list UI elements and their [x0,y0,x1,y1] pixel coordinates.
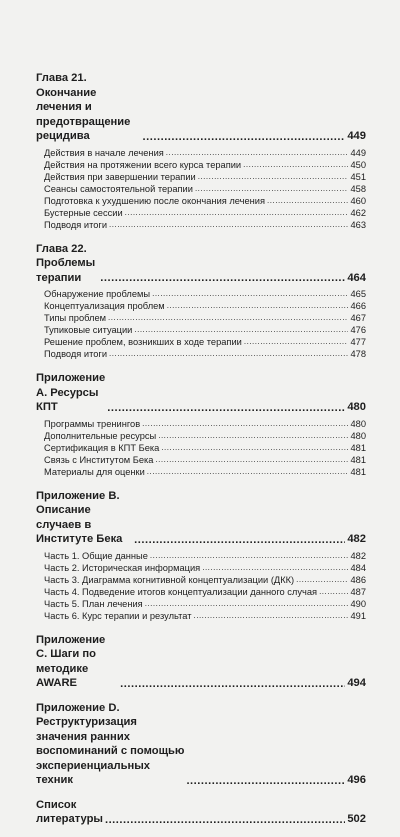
toc-chapter [36,242,366,362]
entry-page-number: 460 [350,195,366,206]
chapter-title: Приложение D. Реструктуризация значения ранних воспоминаний с помощью экспериенциальных техник [36,701,185,786]
dot-leader [166,148,349,158]
entry-page-number: 480 [350,418,366,429]
toc-entry [44,313,366,325]
toc-entry [44,172,366,184]
entry-title: Часть 5. План лечения [44,598,143,609]
chapter-title: Приложение С. Шаги по методике AWARE [36,633,106,689]
chapter-heading [36,71,366,144]
entry-page-number: 478 [350,349,366,360]
entry-page-number: 481 [350,466,366,477]
entry-title: Бустерные сессии [44,207,123,218]
entry-page-number: 481 [350,442,366,453]
chapter-title: Список литературы [36,798,103,825]
entry-title: Подводя итоги [44,219,108,230]
entry-title: Сертификация в КПТ Бека [44,442,160,453]
toc-entry [44,301,366,313]
toc-entry [44,289,366,301]
toc-entry [44,611,366,623]
entry-page-number: 482 [350,550,366,561]
entry-title: Обнаружение проблемы [44,289,151,300]
chapter-heading [36,798,366,827]
toc-entry [44,467,366,479]
dot-leader [319,587,348,597]
entry-title: Связь с Институтом Бека [44,454,154,465]
entry-title: Концептуализация проблем [44,301,165,312]
entry-page-number: 450 [350,159,366,170]
chapter-title: Глава 21. Окончание лечения и предотвращение рецидива [36,72,131,142]
dot-leader [186,776,345,786]
entry-title: Подводя итоги [44,349,108,360]
toc-chapter [36,633,366,691]
entry-page-number: 476 [350,325,366,336]
entry-page-number: 451 [350,171,366,182]
toc-chapter [36,489,366,623]
dot-leader [109,220,348,230]
entry-page-number: 487 [350,586,366,597]
entry-title: Материалы для оценки [44,466,145,477]
dot-leader [142,419,348,429]
entry-page-number: 480 [350,430,366,441]
dot-leader [100,273,345,283]
toc-entry [44,419,366,431]
dot-leader [143,132,346,142]
dot-leader [296,575,348,585]
chapter-page-number: 480 [347,401,366,413]
dot-leader [134,325,348,335]
dot-leader [198,172,349,182]
dot-leader [161,443,348,453]
chapter-page-number: 482 [347,533,366,545]
toc-entry [44,551,366,563]
entry-title: Типы проблем [44,313,107,324]
toc-chapter [36,701,366,788]
chapter-page-number: 496 [347,774,366,786]
entry-title: Программы тренингов [44,418,141,429]
toc-entry [44,443,366,455]
dot-leader [267,196,348,206]
entry-title: Часть 3. Диаграмма когнитивной концептуализации (ДКК) [44,574,295,585]
entry-title: Часть 2. Историческая информация [44,562,201,573]
section-list [36,148,366,232]
dot-leader [158,431,348,441]
entry-page-number: 486 [350,574,366,585]
entry-page-number: 463 [350,219,366,230]
dot-leader [244,337,349,347]
toc-entry [44,220,366,232]
toc-entry [44,587,366,599]
dot-leader [202,563,348,573]
section-list [36,551,366,623]
dot-leader [107,403,345,413]
toc-entry [44,184,366,196]
entry-title: Часть 4. Подведение итогов концептуализации данного случая [44,586,318,597]
toc-entry [44,148,366,160]
dot-leader [195,184,349,194]
entry-page-number: 481 [350,454,366,465]
entry-page-number: 484 [350,562,366,573]
entry-page-number: 466 [350,301,366,312]
entry-title: Дополнительные ресурсы [44,430,157,441]
entry-title: Действия на протяжении всего курса терапии [44,159,242,170]
entry-title: Часть 1. Общие данные [44,550,148,561]
dot-leader [243,160,348,170]
entry-page-number: 462 [350,207,366,218]
table-of-contents [36,71,366,837]
chapter-page-number: 502 [347,813,366,825]
toc-entry [44,208,366,220]
toc-entry [44,575,366,587]
entry-page-number: 458 [350,183,366,194]
dot-leader [147,467,349,477]
toc-entry [44,563,366,575]
toc-entry [44,431,366,443]
chapter-heading [36,242,366,286]
dot-leader [194,611,349,621]
chapter-heading [36,633,366,691]
entry-page-number: 449 [350,147,366,158]
chapter-heading [36,701,366,788]
toc-entry [44,599,366,611]
entry-page-number: 490 [350,598,366,609]
entry-title: Тупиковые ситуации [44,325,133,336]
dot-leader [134,535,345,545]
dot-leader [152,289,348,299]
chapter-title: Глава 22. Проблемы терапии [36,242,96,284]
dot-leader [150,551,349,561]
dot-leader [125,208,349,218]
toc-chapter [36,71,366,232]
chapter-heading [36,489,366,547]
dot-leader [109,349,348,359]
chapter-heading [36,371,366,415]
entry-page-number: 465 [350,289,366,300]
entry-page-number: 491 [350,610,366,621]
entry-title: Решение проблем, возникших в ходе терапии [44,337,242,348]
toc-entry [44,455,366,467]
chapter-page-number: 449 [347,130,366,142]
chapter-title: Приложение В. Описание случаев в Институте Бека [36,489,123,545]
chapter-page-number: 494 [347,677,366,689]
dot-leader [155,455,348,465]
chapter-title: Приложение А. Ресурсы КПТ [36,372,106,413]
entry-title: Действия при завершении терапии [44,171,196,182]
toc-entry [44,337,366,349]
dot-leader [105,815,345,825]
toc-entry [44,349,366,361]
entry-title: Действия в начале лечения [44,147,164,158]
toc-chapter [36,798,366,827]
toc-entry [44,325,366,337]
toc-chapter [36,371,366,479]
dot-leader [120,679,345,689]
entry-page-number: 467 [350,313,366,324]
chapter-page-number: 464 [347,271,366,284]
dot-leader [145,599,349,609]
section-list [36,289,366,361]
entry-title: Подготовка к ухудшению после окончания лечения [44,195,266,206]
dot-leader [108,313,348,323]
entry-title: Часть 6. Курс терапии и результат [44,610,192,621]
entry-page-number: 477 [350,337,366,348]
dot-leader [167,301,349,311]
toc-entry [44,196,366,208]
entry-title: Сеансы самостоятельной терапии [44,183,193,194]
toc-entry [44,160,366,172]
section-list [36,419,366,479]
